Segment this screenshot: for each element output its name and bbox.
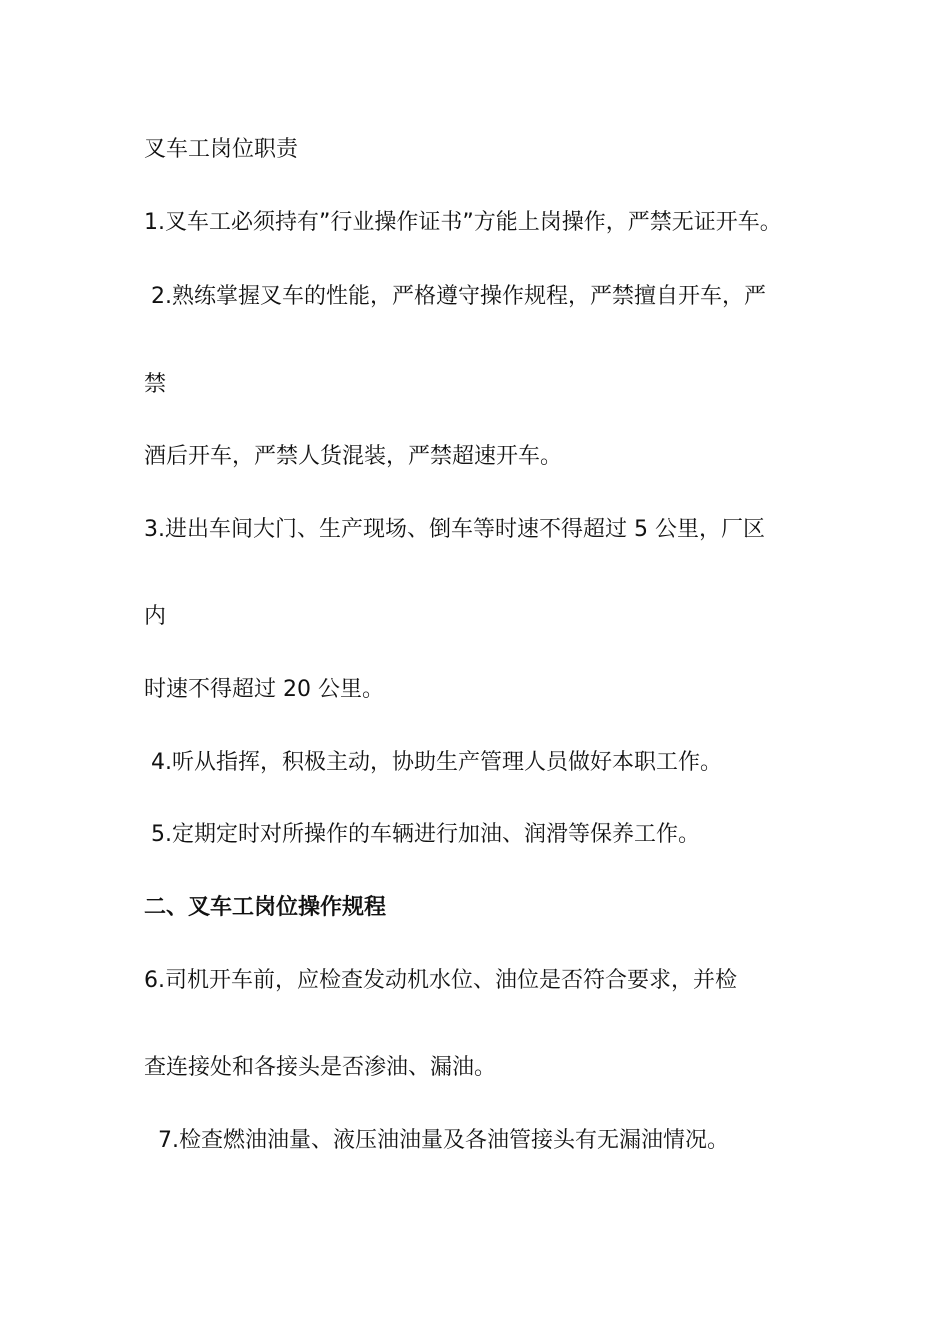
paragraph-item-3-wrap: 内 <box>144 604 167 629</box>
paragraph-item-1: 1.叉车工必须持有”行业操作证书”方能上岗操作，严禁无证开车。 <box>144 210 782 235</box>
paragraph-item-2-wrap: 禁 <box>144 372 167 397</box>
section-heading: 二、叉车工岗位操作规程 <box>144 895 387 920</box>
paragraph-item-3-cont: 时速不得超过 20 公里。 <box>144 677 384 702</box>
document-title: 叉车工岗位职责 <box>144 137 299 162</box>
paragraph-item-2: 2.熟练掌握叉车的性能，严格遵守操作规程，严禁擅自开车，严 <box>144 284 766 309</box>
paragraph-item-3: 3.进出车间大门、生产现场、倒车等时速不得超过 5 公里，厂区 <box>144 517 765 542</box>
paragraph-item-4: 4.听从指挥，积极主动，协助生产管理人员做好本职工作。 <box>144 750 722 775</box>
paragraph-item-7: 7.检查燃油油量、液压油油量及各油管接头有无漏油情况。 <box>144 1128 729 1153</box>
paragraph-item-5: 5.定期定时对所操作的车辆进行加油、润滑等保养工作。 <box>144 822 700 847</box>
paragraph-item-2-cont: 酒后开车，严禁人货混装，严禁超速开车。 <box>144 444 563 469</box>
paragraph-item-6: 6.司机开车前，应检查发动机水位、油位是否符合要求，并检 <box>144 968 737 993</box>
paragraph-item-6-cont: 查连接处和各接头是否渗油、漏油。 <box>144 1055 497 1080</box>
